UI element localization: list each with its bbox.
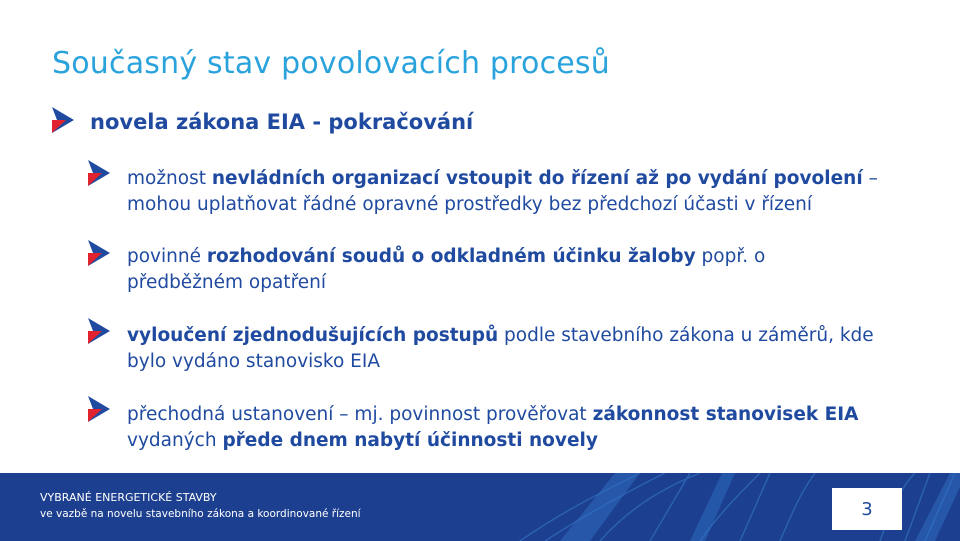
item-line: bylo vydáno stanovisko EIA: [127, 351, 380, 372]
item-emphasis: vyloučení zjednodušujících postupů: [127, 325, 499, 346]
footer-title: VYBRANÉ ENERGETICKÉ STAVBY: [40, 491, 217, 504]
page-number: 3: [861, 499, 873, 520]
footer-bar: [0, 473, 960, 541]
list-item: [127, 323, 917, 375]
triangle-arrow-icon: [88, 240, 110, 266]
footer-decoration: [0, 473, 960, 541]
item-text: podle stavebního zákona u záměrů, kde: [498, 325, 874, 346]
item-text: povinné: [127, 246, 207, 267]
item-line: [127, 402, 917, 428]
triangle-arrow-icon: [88, 160, 110, 186]
item-line: předběžném opatření: [127, 272, 327, 293]
item-emphasis: zákonnost stanovisek EIA: [592, 404, 859, 425]
slide-title: Současný stav povolovacích procesů: [52, 46, 610, 81]
item-text: přechodná ustanovení – mj. povinnost prověřovat: [127, 404, 593, 425]
item-text: vydaných: [127, 430, 223, 451]
list-item: [127, 166, 917, 218]
item-emphasis: přede dnem nabytí účinnosti novely: [222, 430, 598, 451]
item-line: [127, 323, 917, 349]
item-text: –: [862, 168, 878, 189]
triangle-arrow-icon: [88, 318, 110, 344]
item-line: [127, 244, 917, 270]
item-emphasis: rozhodování soudů o odkladném účinku žaloby: [206, 246, 696, 267]
footer-subtitle: ve vazbě na novelu stavebního zákona a koordinované řízení: [40, 508, 361, 520]
triangle-arrow-icon: [52, 107, 74, 133]
item-line: [127, 166, 917, 192]
subheading: novela zákona EIA - pokračování: [90, 110, 474, 134]
item-line: [127, 428, 917, 454]
item-emphasis: nevládních organizací vstoupit do řízení až po vydání povolení: [211, 168, 863, 189]
item-line: mohou uplatňovat řádné opravné prostředky bez předchozí účasti v řízení: [127, 194, 813, 215]
triangle-arrow-icon: [88, 396, 110, 422]
list-item: [127, 402, 917, 454]
list-item: [127, 244, 917, 296]
item-text: popř. o: [695, 246, 766, 267]
item-text: možnost: [127, 168, 212, 189]
page-number-box: [832, 488, 902, 530]
